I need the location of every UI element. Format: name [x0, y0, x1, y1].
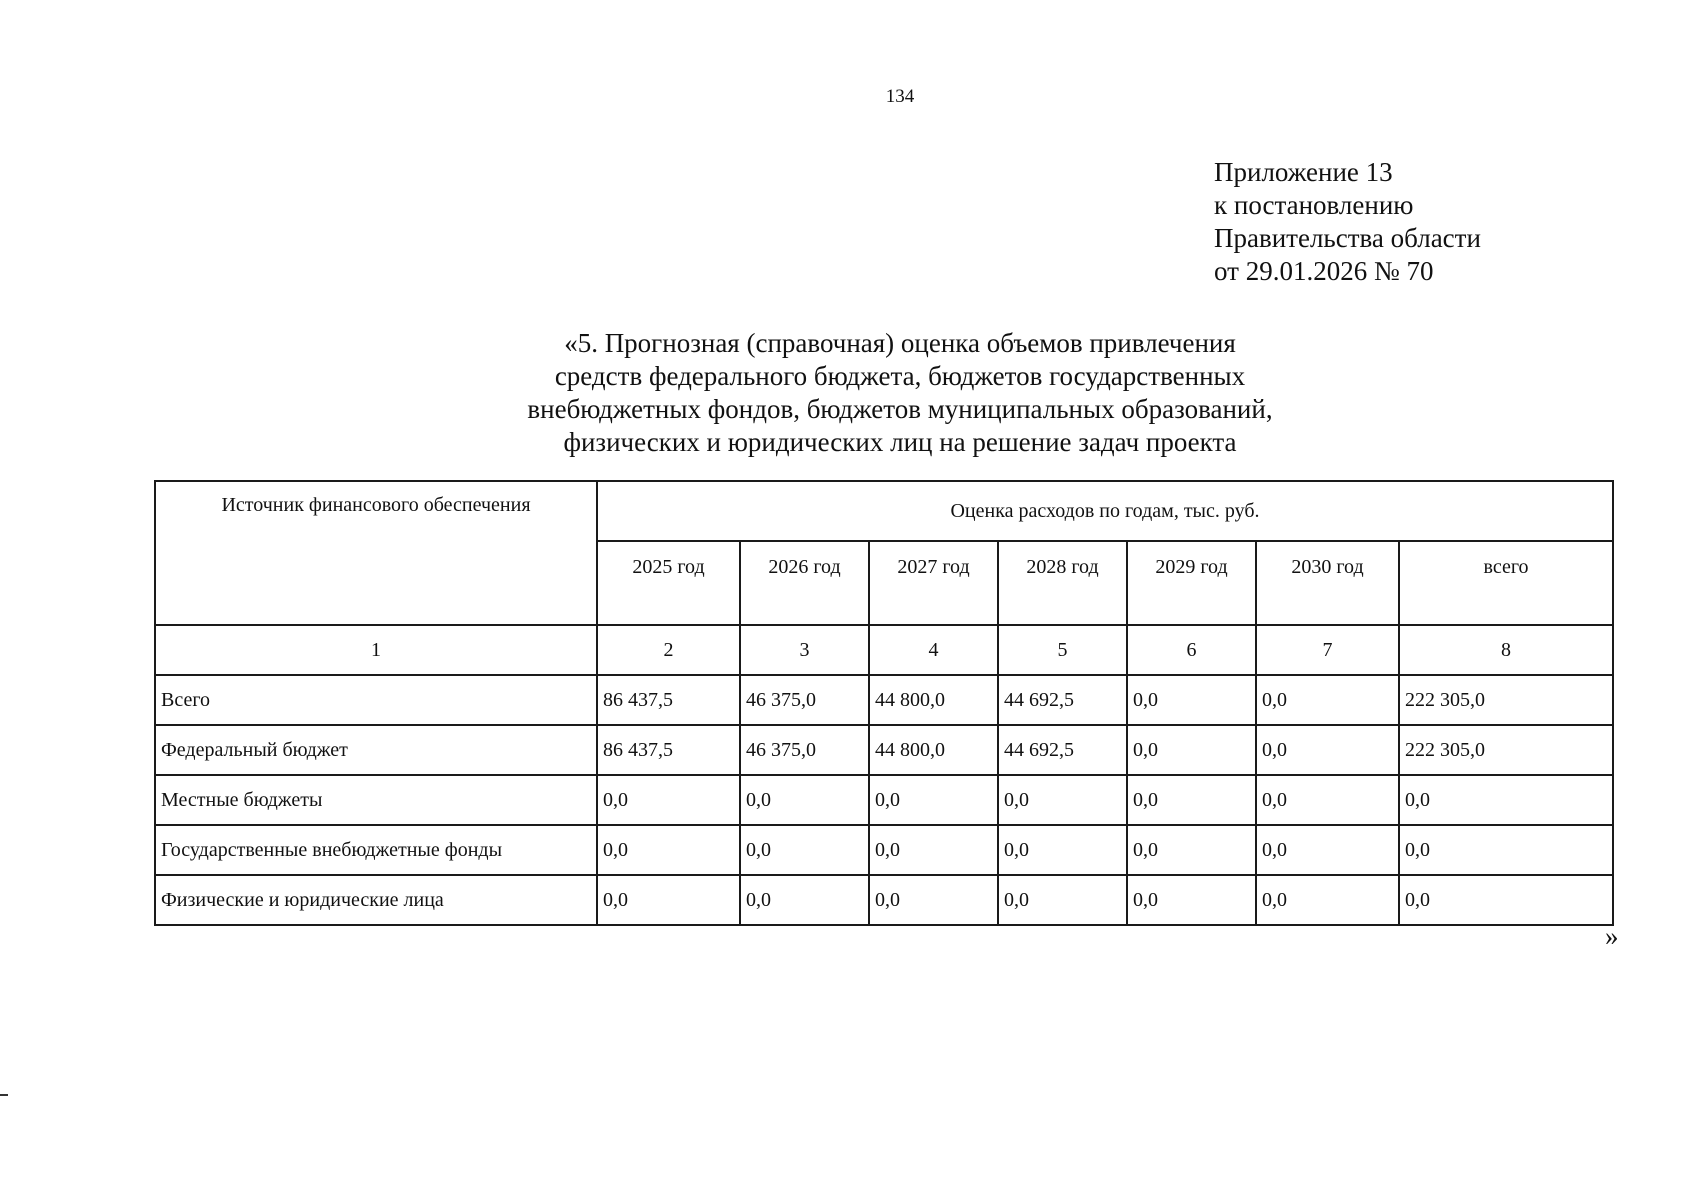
annex-line: Приложение 13	[1214, 157, 1393, 187]
value-cell: 0,0	[1127, 675, 1256, 725]
title-line: «5. Прогнозная (справочная) оценка объемов привлечения	[564, 328, 1236, 358]
value-cell: 44 800,0	[869, 725, 998, 775]
total-header: всего	[1399, 541, 1613, 625]
value-cell: 0,0	[597, 825, 740, 875]
value-cell: 0,0	[1127, 825, 1256, 875]
column-number: 8	[1399, 625, 1613, 675]
title-line: средств федерального бюджета, бюджетов государственных	[554, 361, 1246, 391]
value-cell: 0,0	[869, 875, 998, 925]
value-cell: 0,0	[597, 875, 740, 925]
year-header: 2030 год	[1256, 541, 1399, 625]
column-number: 6	[1127, 625, 1256, 675]
value-cell: 0,0	[597, 775, 740, 825]
closing-quote-mark: »	[1605, 921, 1619, 951]
annex-line: от 29.01.2026 № 70	[1214, 256, 1434, 286]
value-cell: 86 437,5	[597, 725, 740, 775]
total-cell: 222 305,0	[1399, 725, 1613, 775]
value-cell: 0,0	[740, 875, 869, 925]
value-cell: 0,0	[740, 825, 869, 875]
column-number: 4	[869, 625, 998, 675]
column-number: 7	[1256, 625, 1399, 675]
value-cell: 0,0	[1127, 875, 1256, 925]
source-header: Источник финансового обеспечения	[155, 481, 597, 625]
annex-line: Правительства области	[1214, 223, 1481, 253]
column-number: 3	[740, 625, 869, 675]
value-cell: 0,0	[1256, 675, 1399, 725]
estimate-header: Оценка расходов по годам, тыс. руб.	[597, 481, 1613, 541]
title-line: внебюджетных фондов, бюджетов муниципальных образований,	[527, 394, 1273, 424]
value-cell: 0,0	[1256, 725, 1399, 775]
value-cell: 44 800,0	[869, 675, 998, 725]
year-header: 2025 год	[597, 541, 740, 625]
source-cell: Местные бюджеты	[155, 775, 597, 825]
source-cell: Всего	[155, 675, 597, 725]
value-cell: 0,0	[1256, 775, 1399, 825]
title-line: физических и юридических лиц на решение задач проекта	[563, 427, 1237, 457]
total-cell: 0,0	[1399, 775, 1613, 825]
value-cell: 0,0	[998, 825, 1127, 875]
total-cell: 0,0	[1399, 825, 1613, 875]
page-number: 134	[885, 86, 915, 107]
budget-table	[154, 480, 1614, 926]
table-row	[155, 825, 1613, 875]
value-cell: 0,0	[1127, 775, 1256, 825]
value-cell: 46 375,0	[740, 675, 869, 725]
value-cell: 0,0	[1256, 825, 1399, 875]
column-number: 1	[155, 625, 597, 675]
year-header: 2028 год	[998, 541, 1127, 625]
document-title	[0, 327, 1697, 459]
value-cell: 86 437,5	[597, 675, 740, 725]
year-header: 2029 год	[1127, 541, 1256, 625]
source-cell: Федеральный бюджет	[155, 725, 597, 775]
source-cell: Государственные внебюджетные фонды	[155, 825, 597, 875]
value-cell: 0,0	[869, 775, 998, 825]
value-cell: 0,0	[998, 875, 1127, 925]
total-cell: 0,0	[1399, 875, 1613, 925]
column-number: 2	[597, 625, 740, 675]
value-cell: 0,0	[869, 825, 998, 875]
table-row	[155, 725, 1613, 775]
margin-mark	[0, 1094, 8, 1096]
value-cell: 44 692,5	[998, 725, 1127, 775]
table-row	[155, 775, 1613, 825]
year-header: 2026 год	[740, 541, 869, 625]
value-cell: 0,0	[998, 775, 1127, 825]
annex-block	[1214, 156, 1481, 288]
value-cell: 0,0	[740, 775, 869, 825]
value-cell: 0,0	[1256, 875, 1399, 925]
year-header: 2027 год	[869, 541, 998, 625]
source-cell: Физические и юридические лица	[155, 875, 597, 925]
value-cell: 0,0	[1127, 725, 1256, 775]
column-number: 5	[998, 625, 1127, 675]
total-cell: 222 305,0	[1399, 675, 1613, 725]
value-cell: 46 375,0	[740, 725, 869, 775]
annex-line: к постановлению	[1214, 190, 1414, 220]
table-row	[155, 675, 1613, 725]
table-row	[155, 875, 1613, 925]
value-cell: 44 692,5	[998, 675, 1127, 725]
